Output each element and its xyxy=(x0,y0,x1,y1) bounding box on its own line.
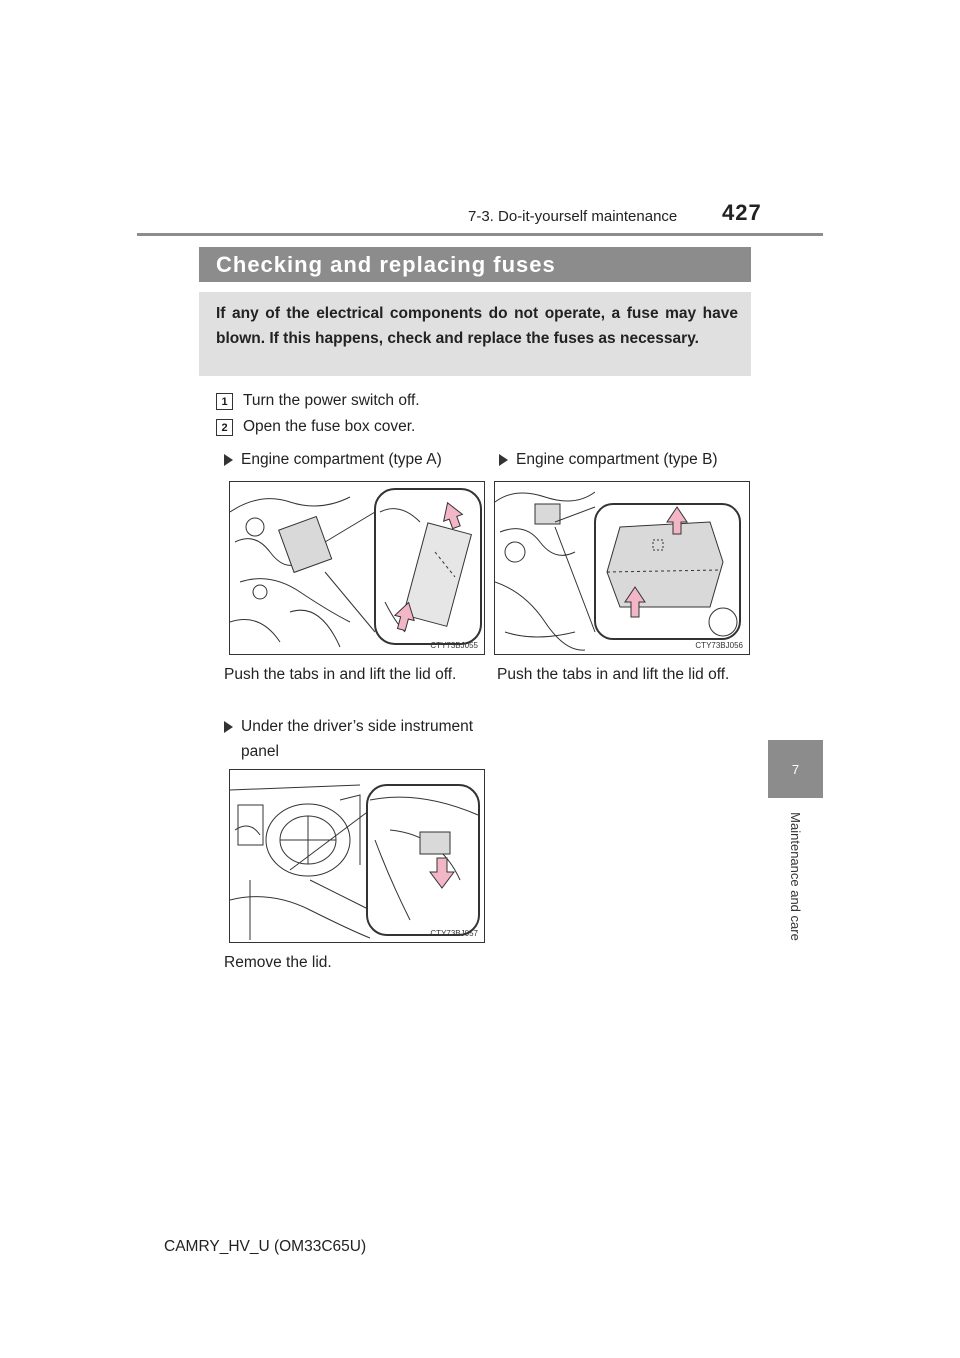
footer-model-code: CAMRY_HV_U (OM33C65U) xyxy=(164,1238,367,1255)
figure-a-caption: Push the tabs in and lift the lid off. xyxy=(224,666,457,683)
figure-engine-type-a xyxy=(229,481,485,655)
engine-type-a-illustration xyxy=(230,482,483,653)
page-number: 427 xyxy=(722,200,762,225)
figure-b-caption: Push the tabs in and lift the lid off. xyxy=(497,666,730,683)
header-section-title: 7-3. Do-it-yourself maintenance xyxy=(468,208,678,225)
figure-instrument-panel xyxy=(229,769,485,943)
step-1-text: Turn the power switch off. xyxy=(243,392,420,409)
bullet-triangle-icon xyxy=(224,454,233,466)
bullet-triangle-icon xyxy=(224,721,233,733)
section-title: Checking and replacing fuses xyxy=(216,252,556,277)
figure-c-caption: Remove the lid. xyxy=(224,954,332,971)
step-1-badge: 1 xyxy=(216,393,233,410)
chapter-number: 7 xyxy=(791,761,800,777)
figure-engine-type-b xyxy=(494,481,750,655)
figure-a-heading-text: Engine compartment (type A) xyxy=(241,451,442,468)
figure-a-heading xyxy=(224,447,442,472)
chapter-title: Maintenance and care xyxy=(788,811,803,941)
engine-type-b-illustration xyxy=(495,482,748,653)
instrument-panel-illustration xyxy=(230,770,483,941)
figure-b-code: CTY73BJ056 xyxy=(695,641,743,650)
header-rule xyxy=(137,233,823,236)
figure-a-code: CTY73BJ055 xyxy=(430,641,478,650)
intro-text: If any of the electrical components do not operate, a fuse may have blown. If this happens, check and replace the fuses as necessary. xyxy=(216,305,738,347)
figure-b-heading xyxy=(499,447,718,472)
figure-c-heading-text: Under the driver’s side instrument panel xyxy=(241,718,474,760)
step-2-badge: 2 xyxy=(216,419,233,436)
figure-c-heading xyxy=(224,714,491,764)
figure-c-code: CTY73BJ057 xyxy=(430,929,478,938)
chapter-title-vertical xyxy=(768,800,823,952)
figure-b-heading-text: Engine compartment (type B) xyxy=(516,451,718,468)
chapter-tab xyxy=(768,740,823,798)
bullet-triangle-icon xyxy=(499,454,508,466)
step-2-text: Open the fuse box cover. xyxy=(243,418,416,435)
